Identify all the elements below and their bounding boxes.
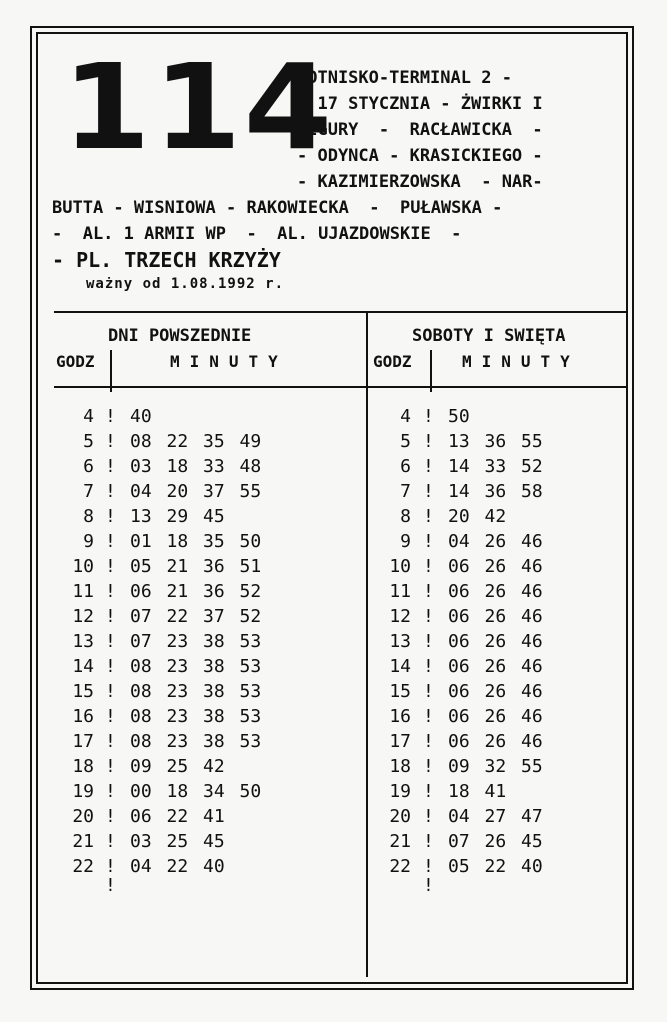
hour-cell: 12: [72, 606, 94, 627]
row-separator: !: [423, 706, 434, 727]
hour-cell: 4: [400, 406, 411, 427]
row-separator: !: [423, 606, 434, 627]
hour-cell: 7: [83, 481, 94, 502]
hour-cell: 5: [83, 431, 94, 452]
minutes-cell: 04 27 47: [448, 806, 543, 827]
weekends-hour-label: GODZ: [373, 352, 412, 371]
minutes-cell: 06 26 46: [448, 656, 543, 677]
route-number: 114: [62, 38, 335, 176]
row-separator: !: [105, 856, 116, 877]
row-separator: !: [105, 806, 116, 827]
row-separator: !: [105, 656, 116, 677]
minutes-cell: 04 22 40: [130, 856, 225, 877]
hour-cell: 15: [389, 681, 411, 702]
top-rule: [54, 311, 626, 313]
validity-date: ważny od 1.08.1992 r.: [86, 276, 285, 292]
hour-cell: 16: [72, 706, 94, 727]
hour-cell: 21: [72, 831, 94, 852]
hour-cell: 6: [400, 456, 411, 477]
hour-cell: 11: [72, 581, 94, 602]
row-separator: !: [423, 681, 434, 702]
row-separator: !: [105, 431, 116, 452]
route-line-6: BUTTA - WISNIOWA - RAKOWIECKA - PUŁAWSKA -: [52, 198, 503, 218]
row-separator: !: [105, 506, 116, 527]
minutes-cell: 06 26 46: [448, 731, 543, 752]
hour-cell: 14: [389, 656, 411, 677]
hour-cell: 19: [389, 781, 411, 802]
hour-cell: 22: [72, 856, 94, 877]
minutes-cell: 08 23 38 53: [130, 706, 262, 727]
row-separator: !: [105, 831, 116, 852]
row-separator: !: [105, 756, 116, 777]
minutes-cell: 01 18 35 50: [130, 531, 262, 552]
hour-cell: 12: [389, 606, 411, 627]
minutes-cell: 06 26 46: [448, 681, 543, 702]
hour-cell: 8: [83, 506, 94, 527]
weekdays-hour-label: GODZ: [56, 352, 95, 371]
weekdays-title: DNI POWSZEDNIE: [108, 326, 252, 346]
hour-cell: 17: [72, 731, 94, 752]
row-separator: !: [423, 406, 434, 427]
minutes-cell: 08 22 35 49: [130, 431, 262, 452]
row-separator: !: [105, 406, 116, 427]
hour-cell: 18: [72, 756, 94, 777]
row-separator: !: [105, 681, 116, 702]
minutes-cell: 14 33 52: [448, 456, 543, 477]
row-separator: !: [423, 506, 434, 527]
minutes-cell: 13 36 55: [448, 431, 543, 452]
minutes-cell: 07 26 45: [448, 831, 543, 852]
hour-cell: 11: [389, 581, 411, 602]
route-line-4: - ODYNCA - KRASICKIEGO -: [297, 146, 543, 166]
hour-cell: 18: [389, 756, 411, 777]
weekdays-trailing-tick: !: [105, 875, 116, 896]
hour-cell: 6: [83, 456, 94, 477]
minutes-cell: 06 26 46: [448, 581, 543, 602]
minutes-cell: 00 18 34 50: [130, 781, 262, 802]
row-separator: !: [105, 631, 116, 652]
weekdays-minutes-label: MINUTY: [170, 352, 288, 371]
minutes-cell: 05 21 36 51: [130, 556, 262, 577]
row-separator: !: [423, 806, 434, 827]
hour-cell: 15: [72, 681, 94, 702]
hour-cell: 5: [400, 431, 411, 452]
minutes-cell: 04 26 46: [448, 531, 543, 552]
route-line-7: - AL. 1 ARMII WP - AL. UJAZDOWSKIE -: [52, 224, 462, 244]
hour-cell: 9: [83, 531, 94, 552]
row-separator: !: [105, 731, 116, 752]
hour-cell: 19: [72, 781, 94, 802]
row-separator: !: [423, 856, 434, 877]
minutes-cell: 05 22 40: [448, 856, 543, 877]
hour-cell: 20: [72, 806, 94, 827]
minutes-cell: 40: [130, 406, 152, 427]
hour-cell: 8: [400, 506, 411, 527]
hour-cell: 7: [400, 481, 411, 502]
row-separator: !: [423, 431, 434, 452]
minutes-cell: 08 23 38 53: [130, 681, 262, 702]
minutes-cell: 06 26 46: [448, 706, 543, 727]
minutes-cell: 06 26 46: [448, 631, 543, 652]
hour-cell: 20: [389, 806, 411, 827]
row-separator: !: [423, 631, 434, 652]
weekends-trailing-tick: !: [423, 875, 434, 896]
hour-cell: 13: [389, 631, 411, 652]
row-separator: !: [105, 481, 116, 502]
minutes-cell: 06 26 46: [448, 556, 543, 577]
minutes-cell: 03 25 45: [130, 831, 225, 852]
minutes-cell: 14 36 58: [448, 481, 543, 502]
minutes-cell: 08 23 38 53: [130, 731, 262, 752]
minutes-cell: 06 22 41: [130, 806, 225, 827]
hour-cell: 9: [400, 531, 411, 552]
minutes-cell: 18 41: [448, 781, 507, 802]
row-separator: !: [423, 581, 434, 602]
row-separator: !: [423, 756, 434, 777]
row-separator: !: [105, 556, 116, 577]
hour-cell: 16: [389, 706, 411, 727]
hour-cell: 21: [389, 831, 411, 852]
row-separator: !: [423, 656, 434, 677]
weekends-title: SOBOTY I SWIĘTA: [412, 326, 566, 346]
row-separator: !: [105, 606, 116, 627]
row-separator: !: [105, 706, 116, 727]
minutes-cell: 06 21 36 52: [130, 581, 262, 602]
row-separator: !: [105, 456, 116, 477]
hour-cell: 14: [72, 656, 94, 677]
row-separator: !: [105, 531, 116, 552]
route-line-1: LOTNISKO-TERMINAL 2 -: [297, 68, 512, 88]
hour-cell: 17: [389, 731, 411, 752]
minutes-cell: 13 29 45: [130, 506, 225, 527]
hour-cell: 10: [389, 556, 411, 577]
minutes-cell: 07 23 38 53: [130, 631, 262, 652]
row-separator: !: [105, 781, 116, 802]
row-separator: !: [423, 456, 434, 477]
minutes-cell: 09 25 42: [130, 756, 225, 777]
minutes-cell: 07 22 37 52: [130, 606, 262, 627]
minutes-cell: 50: [448, 406, 470, 427]
row-separator: !: [423, 481, 434, 502]
minutes-cell: 06 26 46: [448, 606, 543, 627]
weekends-minutes-label: MINUTY: [462, 352, 580, 371]
route-line-2: - 17 STYCZNIA - ŻWIRKI I: [297, 94, 543, 114]
route-line-8: - PL. TRZECH KRZYŻY: [52, 248, 281, 272]
hour-cell: 10: [72, 556, 94, 577]
hour-cell: 4: [83, 406, 94, 427]
hour-cell: 13: [72, 631, 94, 652]
row-separator: !: [423, 531, 434, 552]
row-separator: !: [423, 831, 434, 852]
minutes-cell: 20 42: [448, 506, 507, 527]
minutes-cell: 08 23 38 53: [130, 656, 262, 677]
minutes-cell: 03 18 33 48: [130, 456, 262, 477]
row-separator: !: [105, 581, 116, 602]
route-line-5: - KAZIMIERZOWSKA - NAR-: [297, 172, 543, 192]
minutes-cell: 04 20 37 55: [130, 481, 262, 502]
route-line-3: WIGURY - RACŁAWICKA -: [297, 120, 543, 140]
header-rule: [54, 386, 626, 388]
row-separator: !: [423, 556, 434, 577]
hour-cell: 22: [389, 856, 411, 877]
minutes-cell: 09 32 55: [448, 756, 543, 777]
row-separator: !: [423, 781, 434, 802]
row-separator: !: [423, 731, 434, 752]
center-divider: [366, 311, 368, 977]
